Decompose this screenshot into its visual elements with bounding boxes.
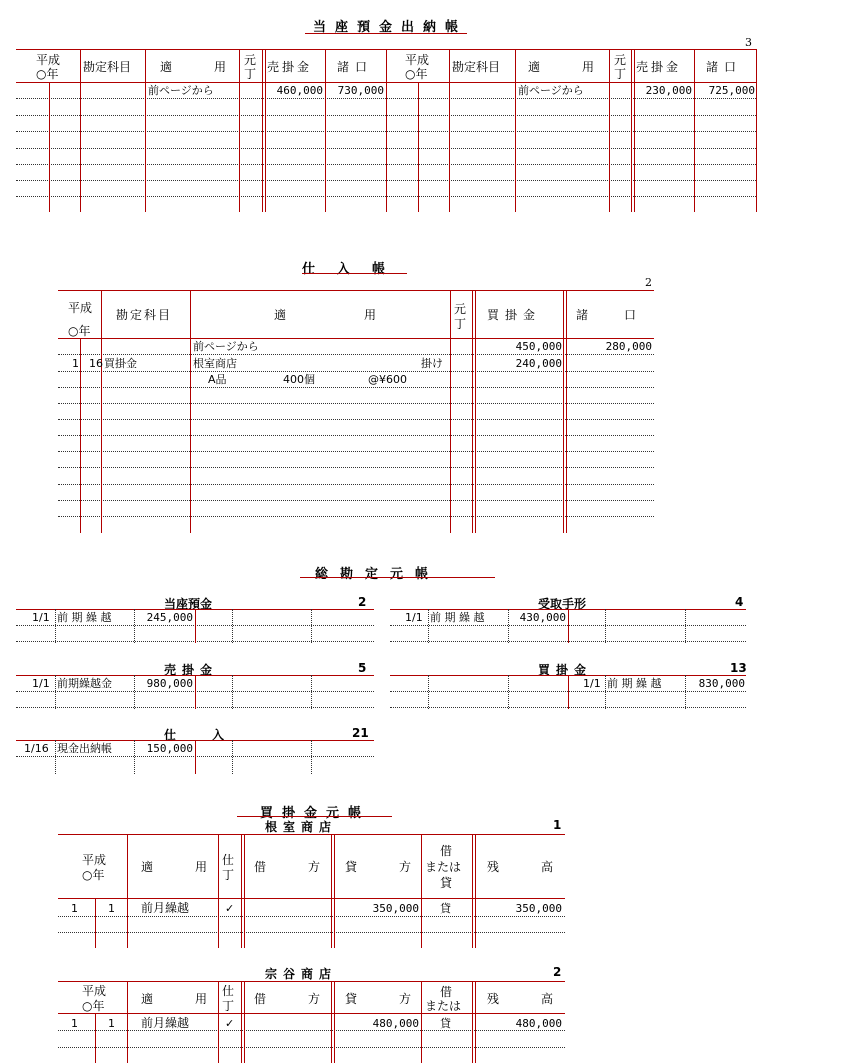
row-divider [58, 916, 565, 917]
entry-month: 1 [71, 902, 78, 915]
table-header-border [58, 338, 654, 339]
column-line [80, 338, 81, 533]
column-line [80, 49, 81, 212]
entry-balance: 350,000 [515, 902, 562, 915]
column-line [311, 609, 312, 643]
column-line [331, 981, 332, 1063]
column-line [241, 981, 242, 1063]
column-line [515, 49, 516, 212]
entry-balance: 480,000 [515, 1017, 562, 1030]
account-number: 13 [730, 661, 747, 675]
column-line [265, 49, 266, 212]
purchase-row2-month: 1 [72, 357, 79, 370]
header-date-year: ○年 [405, 67, 428, 81]
column-line [694, 49, 695, 212]
purchase-row2-desc: 根室商店 [193, 357, 237, 370]
purchase-page-number: 2 [645, 276, 652, 289]
header-dc-b: または [425, 999, 462, 1013]
column-line [563, 290, 564, 533]
subledger-name: 根室商店 [265, 820, 338, 834]
row-divider [58, 467, 654, 468]
account-number: 5 [358, 661, 367, 675]
cashbook-right-ar: 230,000 [645, 84, 692, 97]
column-line [134, 740, 135, 774]
table-header-border [58, 1013, 565, 1014]
column-line [568, 675, 569, 709]
cashbook-left-ar: 460,000 [276, 84, 323, 97]
title-underline [302, 273, 407, 274]
header-debit: 借 方 [254, 992, 327, 1006]
column-line [244, 834, 245, 948]
column-line [127, 834, 128, 948]
row-divider [58, 516, 654, 517]
column-line [190, 290, 191, 533]
row-divider [58, 932, 565, 933]
header-ap: 買掛金 [487, 308, 542, 322]
header-balance: 残 高 [487, 860, 560, 874]
header-dc-b: または [425, 860, 462, 874]
column-line [101, 290, 102, 533]
column-line [49, 82, 50, 212]
column-line [55, 740, 56, 774]
entry-desc: 前期繰越金 [57, 677, 112, 690]
column-line [605, 609, 606, 643]
entry-date: 1/1 [405, 611, 423, 624]
purchase-row2-account: 買掛金 [104, 357, 137, 370]
entry-desc: 前月繰越 [141, 901, 190, 915]
column-line [386, 49, 387, 212]
header-desc: 適 用 [274, 308, 383, 322]
column-line [239, 49, 240, 212]
column-line [195, 609, 196, 643]
header-date-year: ○年 [36, 67, 59, 81]
table-top-border [58, 290, 654, 291]
purchase-title: 仕入帳 [302, 262, 408, 277]
entry-month: 1 [71, 1017, 78, 1030]
account-name: 仕 入 [164, 728, 229, 742]
purchase-row2-ap: 240,000 [515, 357, 562, 370]
title-underline [305, 33, 467, 34]
column-line [568, 609, 569, 643]
header-date-era: 平成 [68, 301, 93, 315]
purchase-row1-ap: 450,000 [515, 340, 562, 353]
purchase-row3-item: A品 [208, 373, 227, 386]
column-line [244, 981, 245, 1063]
header-ar: 売掛金 [636, 60, 682, 74]
header-ref-a: 仕 [222, 853, 235, 867]
entry-amount: 430,000 [519, 611, 566, 624]
row-divider [58, 354, 654, 355]
column-line [472, 981, 473, 1063]
header-dc-a: 借 [440, 844, 453, 858]
column-line [311, 740, 312, 774]
entry-desc: 現金出納帳 [57, 742, 112, 755]
column-line [232, 740, 233, 774]
subledger-page: 2 [553, 965, 562, 979]
title-underline [237, 816, 392, 817]
account-name: 買掛金 [538, 663, 593, 677]
row-divider [58, 1030, 565, 1031]
row-divider [58, 371, 654, 372]
column-line [605, 675, 606, 709]
header-account: 勘定科目 [116, 308, 173, 322]
column-line [450, 290, 451, 533]
title-underline [300, 577, 495, 578]
entry-desc: 前 期 繰 越 [430, 611, 485, 624]
purchase-row3-qty: 400個 [283, 373, 315, 386]
column-line [95, 898, 96, 948]
column-line [428, 609, 429, 643]
column-line [472, 834, 473, 948]
account-number: 21 [352, 726, 369, 740]
account-name: 売掛金 [164, 663, 219, 677]
cashbook-page-number: 3 [745, 36, 752, 49]
column-line [218, 834, 219, 948]
entry-date: 1/1 [583, 677, 601, 690]
header-ref-b: 丁 [222, 999, 235, 1013]
header-ref-b: 丁 [454, 317, 467, 331]
header-desc: 適 用 [528, 60, 601, 74]
header-ref-b: 丁 [614, 67, 627, 81]
column-line [421, 981, 422, 1063]
entry-credit: 480,000 [372, 1017, 419, 1030]
purchase-row2-day: 16 [89, 357, 103, 370]
table-header-border [58, 898, 565, 899]
cashbook-right-desc: 前ページから [518, 84, 584, 97]
column-line [634, 49, 635, 212]
header-ref-a: 元 [244, 53, 257, 67]
header-ref-a: 仕 [222, 984, 235, 998]
header-misc: 諸 口 [576, 308, 641, 322]
column-line [195, 740, 196, 774]
column-line [418, 82, 419, 212]
column-line [134, 609, 135, 643]
header-account: 勘定科目 [83, 60, 132, 74]
entry-amount: 830,000 [698, 677, 745, 690]
cashbook-right-misc: 725,000 [708, 84, 755, 97]
entry-desc: 前月繰越 [141, 1016, 190, 1030]
header-ref-a: 元 [454, 302, 467, 316]
column-line [334, 834, 335, 948]
account-number: 4 [735, 595, 744, 609]
account-name: 当座預金 [164, 597, 213, 611]
check-mark: ✓ [225, 1017, 235, 1030]
entry-dc: 貸 [440, 902, 451, 915]
check-mark: ✓ [225, 902, 235, 915]
header-date-era: 平成 [82, 984, 107, 998]
entry-dc: 貸 [440, 1017, 451, 1030]
header-credit: 貸 方 [345, 992, 418, 1006]
purchase-row2-note: 掛け [421, 357, 443, 370]
header-account: 勘定科目 [452, 60, 501, 74]
column-line [311, 675, 312, 709]
header-credit: 貸 方 [345, 860, 418, 874]
column-line [232, 675, 233, 709]
row-divider [58, 419, 654, 420]
ap-ledger-title: 買掛金元帳 [259, 806, 370, 821]
header-date-year: ○年 [68, 324, 91, 338]
entry-date: 1/1 [32, 611, 50, 624]
column-line [195, 675, 196, 709]
header-dc-c: 貸 [440, 876, 453, 890]
header-date-era: 平成 [405, 53, 430, 67]
header-desc: 適 用 [141, 992, 214, 1006]
column-line [472, 290, 473, 533]
entry-date: 1/16 [24, 742, 49, 755]
subledger-name: 宗谷商店 [265, 967, 338, 981]
entry-amount: 245,000 [146, 611, 193, 624]
purchase-row3-price: @¥600 [368, 373, 407, 386]
account-name: 受取手形 [538, 597, 587, 611]
header-ref-a: 元 [614, 53, 627, 67]
column-line [475, 290, 476, 533]
column-line [609, 49, 610, 212]
column-line [325, 49, 326, 212]
column-line [241, 834, 242, 948]
entry-desc: 前 期 繰 越 [57, 611, 112, 624]
header-balance: 残 高 [487, 992, 560, 1006]
column-line [566, 290, 567, 533]
row-divider [58, 387, 654, 388]
header-misc: 諸口 [706, 60, 743, 74]
column-line [428, 675, 429, 709]
header-ref-b: 丁 [244, 67, 257, 81]
header-date-year: ○年 [82, 868, 105, 882]
table-top-border [58, 981, 565, 982]
row-divider [58, 484, 654, 485]
column-line [127, 981, 128, 1063]
cashbook-left-misc: 730,000 [337, 84, 384, 97]
column-line [631, 49, 632, 212]
header-dc-a: 借 [440, 985, 453, 999]
entry-amount: 150,000 [146, 742, 193, 755]
cashbook-left-desc: 前ページから [148, 84, 214, 97]
column-line [232, 609, 233, 643]
cashbook-title: 当座預金出納帳 [312, 20, 467, 35]
row-divider [58, 435, 654, 436]
column-line [449, 49, 450, 212]
purchase-row1-misc: 280,000 [605, 340, 652, 353]
row-divider [58, 500, 654, 501]
header-misc: 諸口 [337, 60, 374, 74]
entry-day: 1 [108, 1017, 115, 1030]
column-line [756, 49, 757, 212]
header-ref-b: 丁 [222, 868, 235, 882]
column-line [145, 49, 146, 212]
column-line [95, 1013, 96, 1063]
purchase-row1-desc: 前ページから [193, 340, 259, 353]
row-divider [58, 1047, 565, 1048]
entry-date: 1/1 [32, 677, 50, 690]
column-line [331, 834, 332, 948]
header-date-era: 平成 [36, 53, 61, 67]
table-top-border [58, 834, 565, 835]
entry-amount: 980,000 [146, 677, 193, 690]
subledger-page: 1 [553, 818, 562, 832]
column-line [685, 609, 686, 643]
row-divider [58, 451, 654, 452]
header-desc: 適 用 [141, 860, 214, 874]
entry-desc: 前 期 繰 越 [607, 677, 662, 690]
column-line [218, 981, 219, 1063]
column-line [475, 834, 476, 948]
header-desc: 適 用 [160, 60, 233, 74]
column-line [685, 675, 686, 709]
account-number: 2 [358, 595, 367, 609]
ledger-title: 総勘定元帳 [314, 567, 440, 582]
entry-day: 1 [108, 902, 115, 915]
header-date-era: 平成 [82, 853, 107, 867]
entry-credit: 350,000 [372, 902, 419, 915]
column-line [55, 675, 56, 709]
column-line [134, 675, 135, 709]
header-date-year: ○年 [82, 999, 105, 1013]
column-line [262, 49, 263, 212]
header-ar: 売掛金 [267, 60, 313, 74]
column-line [508, 675, 509, 709]
row-divider [58, 403, 654, 404]
column-line [55, 609, 56, 643]
column-line [421, 834, 422, 948]
header-debit: 借 方 [254, 860, 327, 874]
